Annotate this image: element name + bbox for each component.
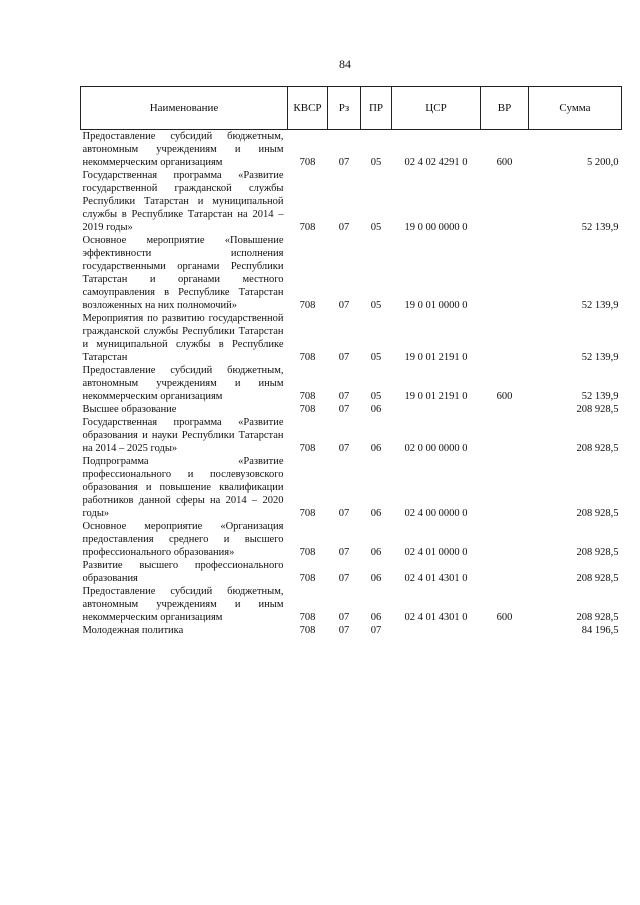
cell-name: Молодежная политика [82, 625, 184, 636]
cell-pr: 06 [370, 443, 382, 454]
header-pr: ПР [361, 87, 392, 130]
cell-rz: 07 [338, 612, 350, 623]
cell-sum: 208 928,5 [576, 547, 619, 558]
header-kvsr: КВСР [288, 87, 328, 130]
cell-rz: 07 [338, 443, 350, 454]
cell-pr: 05 [370, 157, 382, 168]
cell-pr: 06 [370, 404, 382, 415]
cell-sum: 208 928,5 [576, 612, 619, 623]
cell-vr [481, 559, 529, 585]
cell-sum: 208 928,5 [576, 404, 619, 415]
cell-vr [481, 403, 529, 416]
cell-csr: 19 0 01 2191 0 [404, 391, 468, 402]
cell-csr: 02 4 01 4301 0 [404, 612, 468, 623]
cell-rz: 07 [338, 625, 350, 636]
cell-kvsr: 708 [299, 300, 316, 311]
cell-kvsr: 708 [299, 625, 316, 636]
cell-csr: 19 0 01 0000 0 [404, 300, 468, 311]
cell-kvsr: 708 [299, 547, 316, 558]
cell-vr [481, 455, 529, 520]
cell-vr [481, 169, 529, 234]
cell-pr: 05 [370, 391, 382, 402]
cell-kvsr: 708 [299, 391, 316, 402]
cell-rz: 07 [338, 547, 350, 558]
cell-name: Предоставление субсидий бюджетным, автономным учреждениям и иным некоммерческим организациям [82, 586, 284, 623]
cell-csr [392, 403, 481, 416]
cell-kvsr: 708 [299, 612, 316, 623]
cell-csr: 02 4 02 4291 0 [404, 157, 468, 168]
cell-vr: 600 [496, 612, 513, 623]
cell-kvsr: 708 [299, 222, 316, 233]
table-row [81, 585, 622, 624]
cell-rz: 07 [338, 222, 350, 233]
cell-csr [392, 624, 481, 637]
cell-pr: 06 [370, 612, 382, 623]
cell-name: Государственная программа «Развитие образования и науки Республики Татарстан на 2014 – 2025 годы» [82, 417, 284, 454]
cell-kvsr: 708 [299, 352, 316, 363]
header-csr: ЦСР [392, 87, 481, 130]
cell-name: Предоставление субсидий бюджетным, автономным учреждениям и иным некоммерческим организациям [82, 365, 284, 402]
table-row [81, 364, 622, 403]
cell-csr: 02 4 01 0000 0 [404, 547, 468, 558]
table-row [81, 559, 622, 585]
cell-rz: 07 [338, 404, 350, 415]
cell-name: Основное мероприятие «Организация предоставления среднего и высшего профессионального образования» [82, 521, 284, 558]
cell-rz: 07 [338, 300, 350, 311]
cell-rz: 07 [338, 573, 350, 584]
table-row [81, 234, 622, 312]
cell-kvsr: 708 [299, 443, 316, 454]
page-number: 84 [339, 57, 351, 71]
cell-vr [481, 624, 529, 637]
cell-sum: 208 928,5 [576, 573, 619, 584]
cell-rz: 07 [338, 157, 350, 168]
cell-kvsr: 708 [299, 573, 316, 584]
cell-vr: 600 [496, 157, 513, 168]
cell-rz: 07 [338, 352, 350, 363]
cell-csr: 19 0 01 2191 0 [404, 352, 468, 363]
header-vr: ВР [481, 87, 529, 130]
cell-pr: 05 [370, 222, 382, 233]
cell-name: Предоставление субсидий бюджетным, автономным учреждениям и иным некоммерческим организациям [82, 131, 284, 168]
table-row [81, 455, 622, 520]
cell-sum: 52 139,9 [581, 300, 619, 311]
table-row [81, 312, 622, 364]
cell-pr: 05 [370, 300, 382, 311]
cell-vr [481, 520, 529, 559]
cell-name: Подпрограмма «Развитие профессионального и послевузовского образования и повышение квалификации работников данной сферы на 2014 – 2020 годы» [82, 456, 284, 519]
cell-vr: 600 [496, 391, 513, 402]
cell-pr: 06 [370, 508, 382, 519]
cell-pr: 06 [370, 547, 382, 558]
cell-pr: 07 [370, 625, 382, 636]
table-row [81, 130, 622, 170]
cell-sum: 52 139,9 [581, 352, 619, 363]
cell-vr [481, 234, 529, 312]
cell-name: Государственная программа «Развитие государственной гражданской службы Республики Татарстан и муниципальной службы в Республике Татарстан на 2014 – 2019 годы» [82, 170, 284, 233]
cell-name: Развитие высшего профессионального образования [82, 560, 284, 584]
header-name: Наименование [81, 87, 288, 130]
cell-pr: 06 [370, 573, 382, 584]
cell-rz: 07 [338, 391, 350, 402]
cell-csr: 02 4 00 0000 0 [404, 508, 468, 519]
table-row [81, 169, 622, 234]
cell-name: Высшее образование [82, 404, 177, 415]
cell-sum: 52 139,9 [581, 391, 619, 402]
cell-sum: 52 139,9 [581, 222, 619, 233]
cell-name: Мероприятия по развитию государственной гражданской службы Республики Татарстан и муниципальной службы в Республике Татарстан [82, 313, 284, 363]
cell-csr: 02 4 01 4301 0 [404, 573, 468, 584]
table-row [81, 624, 622, 637]
table-row [81, 403, 622, 416]
cell-csr: 19 0 00 0000 0 [404, 222, 468, 233]
header-sum: Сумма [529, 87, 622, 130]
table-body [81, 130, 622, 638]
table-row [81, 416, 622, 455]
cell-sum: 84 196,5 [581, 625, 619, 636]
header-rz: Рз [328, 87, 361, 130]
cell-sum: 5 200,0 [587, 157, 619, 168]
table-header-row [81, 87, 622, 130]
cell-vr [481, 312, 529, 364]
cell-vr [481, 416, 529, 455]
cell-csr: 02 0 00 0000 0 [404, 443, 468, 454]
cell-rz: 07 [338, 508, 350, 519]
cell-kvsr: 708 [299, 157, 316, 168]
cell-sum: 208 928,5 [576, 443, 619, 454]
cell-kvsr: 708 [299, 404, 316, 415]
cell-pr: 05 [370, 352, 382, 363]
cell-sum: 208 928,5 [576, 508, 619, 519]
table-row [81, 520, 622, 559]
budget-table [80, 86, 622, 637]
cell-name: Основное мероприятие «Повышение эффективности исполнения государственными органами Республики Татарстан и органами местного самоуправления в Республике Татарстан возложенных на них полномочий» [82, 235, 284, 311]
cell-kvsr: 708 [299, 508, 316, 519]
